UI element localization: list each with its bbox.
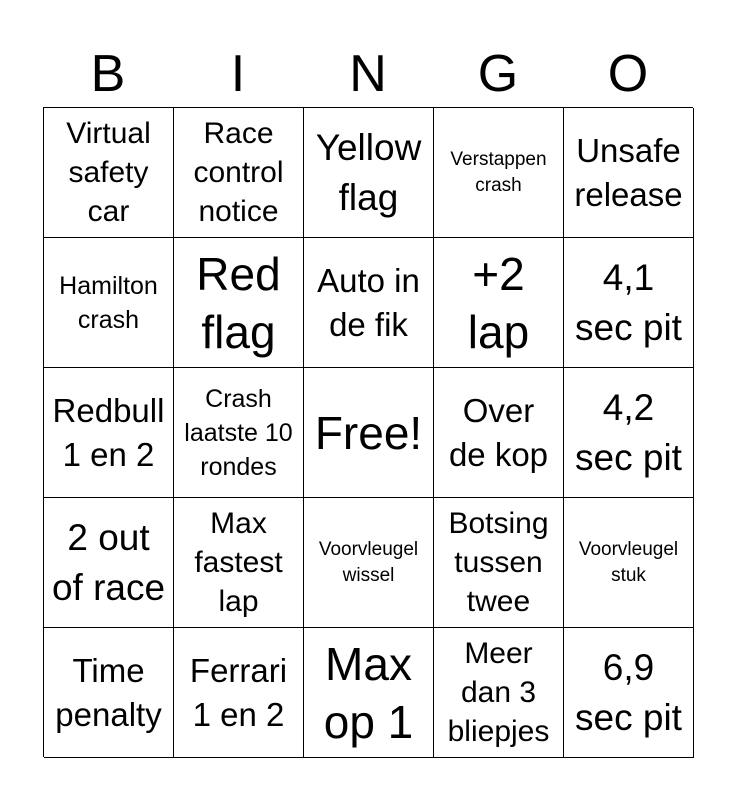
bingo-cell[interactable] (434, 108, 564, 238)
bingo-cell[interactable] (44, 628, 174, 758)
bingo-cell[interactable] (44, 368, 174, 498)
bingo-cell[interactable] (44, 238, 174, 368)
bingo-cell[interactable] (174, 498, 304, 628)
cell-label: Yellow flag (315, 126, 422, 218)
header-letter-n: N (349, 45, 387, 103)
bingo-cell[interactable] (44, 498, 174, 628)
bingo-cell[interactable] (564, 628, 694, 758)
bingo-cell[interactable] (174, 238, 304, 368)
cell-label: Hamilton crash (59, 271, 158, 334)
cell-label: Over de kop (448, 391, 549, 473)
cell-label: Red flag (196, 247, 281, 358)
bingo-header (43, 42, 693, 106)
bingo-cell[interactable] (564, 368, 694, 498)
cell-label: Redbull 1 en 2 (52, 391, 165, 473)
bingo-cell[interactable] (564, 108, 694, 238)
cell-label: Ferrari 1 en 2 (189, 651, 288, 733)
bingo-cell[interactable] (174, 628, 304, 758)
cell-label: Race control notice (193, 117, 284, 228)
bingo-cell[interactable] (304, 498, 434, 628)
bingo-cell[interactable] (304, 108, 434, 238)
cell-label: 6,9 sec pit (575, 646, 682, 738)
bingo-cell[interactable] (304, 238, 434, 368)
cell-label: Voorvleugel stuk (578, 538, 679, 586)
bingo-cell[interactable] (434, 498, 564, 628)
header-letter-i: I (230, 45, 246, 103)
cell-label: Free! (314, 406, 423, 459)
bingo-cell[interactable] (174, 108, 304, 238)
cell-label: 4,2 sec pit (575, 386, 682, 478)
cell-label: Time penalty (55, 651, 162, 733)
bingo-board (43, 107, 693, 757)
cell-label: Auto in de fik (317, 261, 420, 343)
bingo-cell[interactable] (174, 368, 304, 498)
cell-label: Unsafe release (574, 131, 683, 213)
bingo-cell[interactable] (434, 238, 564, 368)
cell-label: Max fastest lap (194, 507, 283, 618)
bingo-cell[interactable] (44, 108, 174, 238)
bingo-cell[interactable] (434, 368, 564, 498)
bingo-cell[interactable] (304, 628, 434, 758)
header-letter-o: O (607, 45, 649, 103)
header-letter-b: B (90, 45, 126, 103)
cell-label: Voorvleugel wissel (318, 538, 419, 586)
cell-label: Meer dan 3 bliepjes (447, 637, 550, 748)
cell-label: +2 lap (467, 247, 530, 358)
cell-label: Virtual safety car (66, 117, 151, 228)
cell-label: Crash laatste 10 rondes (184, 384, 293, 481)
cell-label: 4,1 sec pit (575, 256, 682, 348)
bingo-cell[interactable] (564, 498, 694, 628)
bingo-cell[interactable] (564, 238, 694, 368)
header-letter-g: G (477, 45, 519, 103)
cell-label: Verstappen crash (450, 148, 547, 196)
cell-label: Botsing tussen twee (448, 507, 549, 618)
bingo-cell[interactable] (434, 628, 564, 758)
cell-label: Max op 1 (323, 637, 414, 748)
bingo-cell[interactable] (304, 368, 434, 498)
cell-label: 2 out of race (51, 516, 166, 608)
